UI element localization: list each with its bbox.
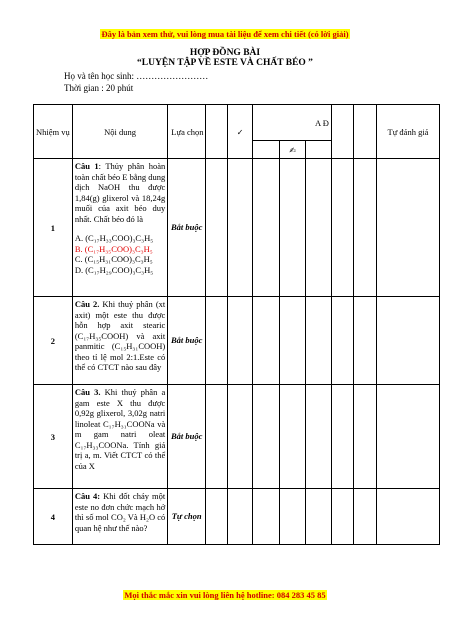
table-row (34, 297, 440, 385)
contract-table (33, 104, 440, 545)
col-content: Nội dung (72, 105, 167, 159)
col-self-assess: Tự đánh giá (376, 105, 439, 159)
task-number: 1 (34, 159, 73, 297)
document-title: HỢP ĐỒNG BÀI (189, 48, 261, 58)
hotline-banner (0, 590, 450, 600)
choice-type: Bắt buộc (168, 159, 206, 297)
choice-type: Bắt buộc (168, 385, 206, 489)
question-text: Khi thuỷ phân (xt axit) một este thu được hỗn hợp axit stearic (C₁₇H₃₅COOH) và axit panmitic (C₁₅H₃₁COOH) theo tỉ lệ mol 2:1.Este có thể có CTCT nào sau đây (74, 299, 166, 372)
option-a: A. (C₁₇H₃₃COO)₃C₃H₅ (74, 233, 154, 243)
time-limit: Thời gian : 20 phút (64, 83, 134, 93)
header-row (34, 105, 440, 141)
table-row (34, 489, 440, 545)
help-label: A Đ (314, 117, 329, 128)
task-number: 2 (34, 297, 73, 385)
question-content (72, 489, 167, 545)
sub-col-1 (253, 141, 280, 159)
question-label: Câu 1 (74, 161, 99, 171)
document-subtitle: “LUYỆN TẬP VỀ ESTE VÀ CHẤT BÉO ” (137, 58, 313, 68)
table-row (34, 159, 440, 297)
col-icon-a (206, 105, 228, 159)
question-content (72, 385, 167, 489)
preview-banner-text: Đây là bản xem thử, vui lòng mua tài liệu để xem chi tiết (có lời giải) (101, 29, 349, 39)
col-icon-b (331, 105, 353, 159)
question-label: Câu 4: (74, 491, 101, 501)
student-name-line: Họ và tên học sinh: …………………… (64, 71, 209, 81)
task-number: 3 (34, 385, 73, 489)
question-content (72, 297, 167, 385)
question-label: Câu 3. (74, 387, 101, 397)
question-content (72, 159, 167, 297)
col-choice: Lựa chọn (168, 105, 206, 159)
col-icon-c (353, 105, 376, 159)
col-help (253, 105, 332, 141)
choice-type: Bắt buộc (168, 297, 206, 385)
pencil-hand-icon: ✍ (289, 145, 296, 155)
sub-col-3 (305, 141, 331, 159)
col-check (228, 105, 253, 159)
task-number: 4 (34, 489, 73, 545)
question-label: Câu 2. (74, 299, 100, 309)
question-text: : Thủy phân hoàn toàn chất béo E bằng dung dịch NaOH thu được 1,84(g) glixerol và 18,24g muối của axit béo duy nhất. Chất béo đó là (74, 161, 166, 224)
preview-banner (0, 29, 450, 39)
sub-col-2 (280, 141, 305, 159)
question-text: Khi đốt cháy một este no đơn chức mạch hở thì số mol CO₂ Và H₂O có quan hệ như thế nào? (74, 491, 166, 533)
question-text: Khi thuỷ phân a gam este X thu được 0,92g glixerol, 3,02g natri linoleat C₁₇H₃₁COONa và m gam natri oleat C₁₇H₃₃COONa. Tính giá trị a, m. Viết CTCT có thể của X (74, 387, 166, 471)
option-b: B. (C₁₇H₃₅COO)₃C₃H₅ (74, 243, 153, 254)
option-d: D. (C₁₇H₂₉COO)₃C₃H₅ (74, 264, 154, 275)
check-icon: ✓ (236, 127, 244, 137)
hotline-text: Mọi thắc mắc xin vui lòng liên hệ hotline: 084 283 45 85 (124, 590, 326, 600)
option-c: C. (C₁₅H₃₁COO)₃C₃H₅ (74, 254, 153, 264)
table-row (34, 385, 440, 489)
choice-type: Tự chọn (168, 489, 206, 545)
col-task: Nhiệm vụ (34, 105, 73, 159)
